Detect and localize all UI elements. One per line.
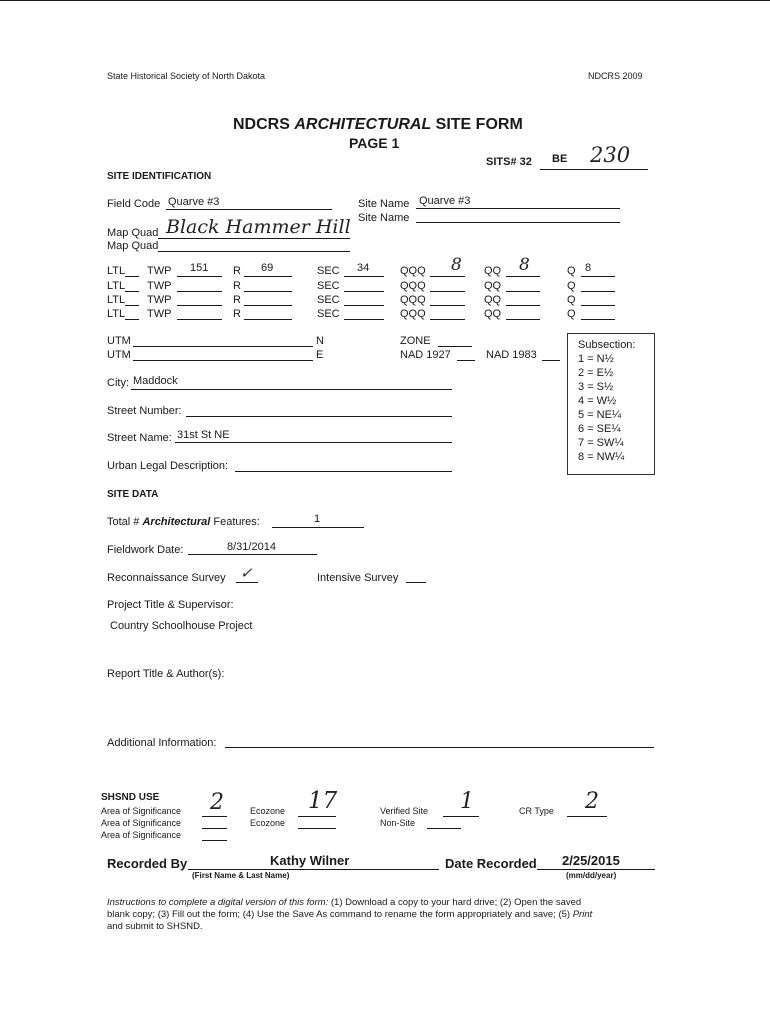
subsection-box bbox=[567, 333, 655, 475]
ltl-line[interactable] bbox=[125, 291, 139, 292]
sec-label: SEC bbox=[317, 280, 340, 292]
ltl-line[interactable] bbox=[125, 276, 139, 277]
ecozone-1-label: Ecozone bbox=[250, 806, 286, 816]
utm-line-2[interactable] bbox=[133, 360, 313, 361]
form-title-b: ARCHITECTURAL bbox=[294, 116, 432, 133]
site-identification-heading: SITE IDENTIFICATION bbox=[107, 171, 212, 182]
page-number: PAGE 1 bbox=[349, 135, 400, 151]
sec-line[interactable] bbox=[344, 276, 384, 277]
ecozone-2-label: Ecozone bbox=[250, 818, 286, 828]
street-name-value[interactable]: 31st St NE bbox=[177, 429, 230, 441]
twp-label: TWP bbox=[147, 308, 172, 320]
city-value[interactable]: Maddock bbox=[133, 375, 178, 387]
form-title bbox=[233, 116, 523, 134]
instructions-line-2-b: Print bbox=[572, 909, 593, 920]
qqq-line[interactable] bbox=[430, 276, 465, 277]
form-code: NDCRS 2009 bbox=[588, 71, 643, 81]
reconnaissance-check[interactable]: ✓ bbox=[240, 564, 253, 582]
subsection-item: 1 = N½ bbox=[578, 353, 614, 365]
sits-label: SITS# 32 bbox=[486, 156, 532, 168]
project-title-value[interactable]: Country Schoolhouse Project bbox=[110, 620, 253, 632]
non-site-label: Non-Site bbox=[380, 818, 416, 828]
report-title-label: Report Title & Author(s): bbox=[107, 668, 225, 680]
total-features-label-c: Features: bbox=[210, 516, 260, 528]
site-name2-line[interactable] bbox=[416, 222, 620, 223]
nad1983-label: NAD 1983 bbox=[486, 349, 537, 361]
qqq-line[interactable] bbox=[430, 305, 465, 306]
twp-line[interactable] bbox=[177, 276, 222, 277]
street-name-line bbox=[175, 442, 452, 443]
org-name: State Historical Society of North Dakota bbox=[107, 71, 266, 81]
shsnd-use-heading: SHSND USE bbox=[101, 792, 160, 803]
qqq-line[interactable] bbox=[430, 319, 465, 320]
recorded-by-label: Recorded By bbox=[107, 856, 188, 871]
map-quad2-label: Map Quad bbox=[107, 240, 159, 252]
fieldwork-date-value[interactable]: 8/31/2014 bbox=[227, 541, 276, 553]
field-code-label: Field Code bbox=[107, 198, 161, 210]
q-line[interactable] bbox=[581, 291, 615, 292]
site-name-value[interactable]: Quarve #3 bbox=[419, 195, 471, 207]
project-title-label: Project Title & Supervisor: bbox=[107, 599, 234, 611]
street-number-line[interactable] bbox=[186, 416, 452, 417]
qq-line[interactable] bbox=[506, 276, 540, 277]
area-significance-2-line[interactable] bbox=[202, 828, 227, 829]
r-label: R bbox=[233, 294, 241, 306]
area-significance-3-line[interactable] bbox=[202, 840, 227, 841]
subsection-item: 7 = SW¼ bbox=[578, 437, 624, 449]
recorded-by-value[interactable]: Kathy Wilner bbox=[270, 853, 350, 868]
qq-line[interactable] bbox=[506, 291, 540, 292]
qq-label: QQ bbox=[484, 308, 502, 320]
area-significance-1-value[interactable]: 2 bbox=[210, 790, 224, 815]
utm-n-label: N bbox=[316, 335, 324, 347]
q-label: Q bbox=[567, 294, 576, 306]
r-value[interactable]: 69 bbox=[261, 262, 274, 274]
r-label: R bbox=[233, 280, 241, 292]
zone-label: ZONE bbox=[400, 335, 431, 347]
area-significance-1-line bbox=[202, 816, 227, 817]
total-features-label-b: Architectural bbox=[142, 516, 211, 528]
street-number-label: Street Number: bbox=[107, 405, 182, 417]
ecozone-2-line[interactable] bbox=[298, 828, 336, 829]
utm-label-1: UTM bbox=[107, 335, 131, 347]
total-features-value[interactable]: 1 bbox=[314, 513, 321, 525]
instructions-line-3: and submit to SHSND. bbox=[107, 921, 203, 932]
instructions-line-1-a: Instructions to complete a digital version of this form: bbox=[107, 897, 329, 908]
recorded-by-line bbox=[188, 869, 439, 870]
area-significance-1-label: Area of Significance bbox=[101, 806, 182, 816]
sec-line[interactable] bbox=[344, 319, 384, 320]
field-code-line bbox=[166, 209, 332, 210]
r-label: R bbox=[233, 308, 241, 320]
q-value[interactable]: 8 bbox=[585, 262, 592, 274]
r-line[interactable] bbox=[244, 291, 292, 292]
city-label: City: bbox=[107, 377, 129, 389]
site-name-line bbox=[416, 208, 620, 209]
form-title-c: SITE FORM bbox=[431, 116, 523, 133]
q-label: Q bbox=[567, 265, 576, 277]
sec-line[interactable] bbox=[344, 291, 384, 292]
map-quad-line bbox=[158, 238, 350, 239]
verified-site-value[interactable]: 1 bbox=[460, 789, 474, 814]
qq-label: QQ bbox=[484, 280, 502, 292]
instructions-line-1-b: (1) Download a copy to your hard drive; (2) Open the saved bbox=[328, 897, 582, 908]
qq-value[interactable]: 8 bbox=[519, 255, 530, 275]
map-quad-label: Map Quad bbox=[107, 227, 159, 239]
additional-info-label: Additional Information: bbox=[107, 737, 217, 749]
site-data-heading: SITE DATA bbox=[107, 489, 159, 500]
utm-line-1[interactable] bbox=[133, 346, 313, 347]
date-recorded-line bbox=[537, 869, 655, 870]
nad1983-line[interactable] bbox=[542, 360, 560, 361]
qq-label: QQ bbox=[484, 265, 502, 277]
subsection-item: 3 = S½ bbox=[578, 381, 614, 393]
qq-line[interactable] bbox=[506, 305, 540, 306]
r-label: R bbox=[233, 265, 241, 277]
city-line bbox=[131, 389, 452, 390]
ltl-line[interactable] bbox=[125, 319, 139, 320]
ecozone-1-value[interactable]: 17 bbox=[308, 788, 338, 814]
street-name-label: Street Name: bbox=[107, 432, 172, 444]
twp-label: TWP bbox=[147, 280, 172, 292]
subsection-item: 6 = SE¼ bbox=[578, 423, 621, 435]
r-line[interactable] bbox=[244, 276, 292, 277]
qqq-label: QQQ bbox=[400, 280, 426, 292]
subsection-item: 2 = E½ bbox=[578, 367, 614, 379]
qqq-value[interactable]: 8 bbox=[451, 255, 462, 275]
zone-line[interactable] bbox=[438, 346, 472, 347]
q-line[interactable] bbox=[581, 276, 615, 277]
cr-type-value[interactable]: 2 bbox=[585, 789, 599, 814]
total-features-label bbox=[107, 516, 260, 528]
q-label: Q bbox=[567, 280, 576, 292]
non-site-line[interactable] bbox=[427, 828, 461, 829]
instructions-line-2 bbox=[107, 909, 592, 920]
r-line[interactable] bbox=[244, 319, 292, 320]
map-quad2-line[interactable] bbox=[158, 251, 350, 252]
sits-number[interactable]: 230 bbox=[590, 143, 631, 167]
twp-line[interactable] bbox=[177, 319, 222, 320]
subsection-item: 5 = NE¼ bbox=[578, 409, 622, 421]
sec-label: SEC bbox=[317, 294, 340, 306]
cr-type-label: CR Type bbox=[519, 806, 554, 816]
ltl-label: LTL bbox=[107, 294, 126, 306]
total-features-label-a: Total # bbox=[107, 516, 143, 528]
qqq-line[interactable] bbox=[430, 291, 465, 292]
scan-edge bbox=[0, 0, 770, 1]
twp-line[interactable] bbox=[177, 305, 222, 306]
nad1927-label: NAD 1927 bbox=[400, 349, 451, 361]
ecozone-1-line bbox=[298, 816, 336, 817]
additional-info-line[interactable] bbox=[225, 747, 654, 748]
reconnaissance-label: Reconnaissance Survey bbox=[107, 572, 226, 584]
q-line[interactable] bbox=[581, 319, 615, 320]
twp-label: TWP bbox=[147, 265, 172, 277]
sec-value[interactable]: 34 bbox=[357, 262, 370, 274]
area-significance-3-label: Area of Significance bbox=[101, 830, 182, 840]
sits-county[interactable]: BE bbox=[552, 153, 568, 165]
intensive-label: Intensive Survey bbox=[317, 572, 399, 584]
site-name2-label: Site Name bbox=[358, 212, 410, 224]
twp-line[interactable] bbox=[177, 291, 222, 292]
r-line[interactable] bbox=[244, 305, 292, 306]
total-features-line bbox=[272, 527, 364, 528]
twp-value[interactable]: 151 bbox=[190, 262, 209, 274]
qq-label: QQ bbox=[484, 294, 502, 306]
twp-label: TWP bbox=[147, 294, 172, 306]
q-line[interactable] bbox=[581, 305, 615, 306]
date-recorded-value[interactable]: 2/25/2015 bbox=[562, 853, 620, 868]
area-significance-2-label: Area of Significance bbox=[101, 818, 182, 828]
fieldwork-date-label: Fieldwork Date: bbox=[107, 544, 184, 556]
utm-e-label: E bbox=[316, 349, 324, 361]
recorded-by-hint: (First Name & Last Name) bbox=[192, 871, 290, 880]
reconnaissance-line bbox=[236, 582, 258, 583]
ltl-label: LTL bbox=[107, 308, 126, 320]
date-recorded-hint: (mm/dd/year) bbox=[566, 871, 617, 880]
nad1927-line[interactable] bbox=[457, 360, 475, 361]
q-label: Q bbox=[567, 308, 576, 320]
form-title-a: NDCRS bbox=[233, 116, 295, 133]
sits-line bbox=[540, 169, 648, 170]
instructions-line-2-a: blank copy; (3) Fill out the form; (4) Use the Save As command to rename the form appropriately and save; (5) bbox=[107, 909, 573, 920]
qqq-label: QQQ bbox=[400, 308, 426, 320]
qqq-label: QQQ bbox=[400, 265, 426, 277]
sec-label: SEC bbox=[317, 265, 340, 277]
sec-line[interactable] bbox=[344, 305, 384, 306]
utm-label-2: UTM bbox=[107, 349, 131, 361]
site-name-label: Site Name bbox=[358, 198, 410, 210]
date-recorded-label: Date Recorded bbox=[445, 856, 537, 871]
map-quad-value[interactable]: Black Hammer Hill bbox=[166, 216, 351, 238]
qq-line[interactable] bbox=[506, 319, 540, 320]
ltl-line[interactable] bbox=[125, 305, 139, 306]
urban-legal-label: Urban Legal Description: bbox=[107, 460, 229, 472]
subsection-item: 4 = W½ bbox=[578, 395, 617, 407]
ltl-label: LTL bbox=[107, 280, 126, 292]
urban-legal-line[interactable] bbox=[235, 471, 452, 472]
field-code-value[interactable]: Quarve #3 bbox=[168, 196, 220, 208]
subsection-title: Subsection: bbox=[578, 339, 636, 351]
verified-site-line bbox=[443, 816, 479, 817]
fieldwork-date-line bbox=[188, 554, 317, 555]
subsection-item: 8 = NW¼ bbox=[578, 451, 625, 463]
cr-type-line bbox=[567, 816, 607, 817]
ltl-label: LTL bbox=[107, 265, 126, 277]
verified-site-label: Verified Site bbox=[380, 806, 429, 816]
intensive-line[interactable] bbox=[406, 582, 426, 583]
instructions-line-1 bbox=[107, 897, 581, 908]
qqq-label: QQQ bbox=[400, 294, 426, 306]
sec-label: SEC bbox=[317, 308, 340, 320]
